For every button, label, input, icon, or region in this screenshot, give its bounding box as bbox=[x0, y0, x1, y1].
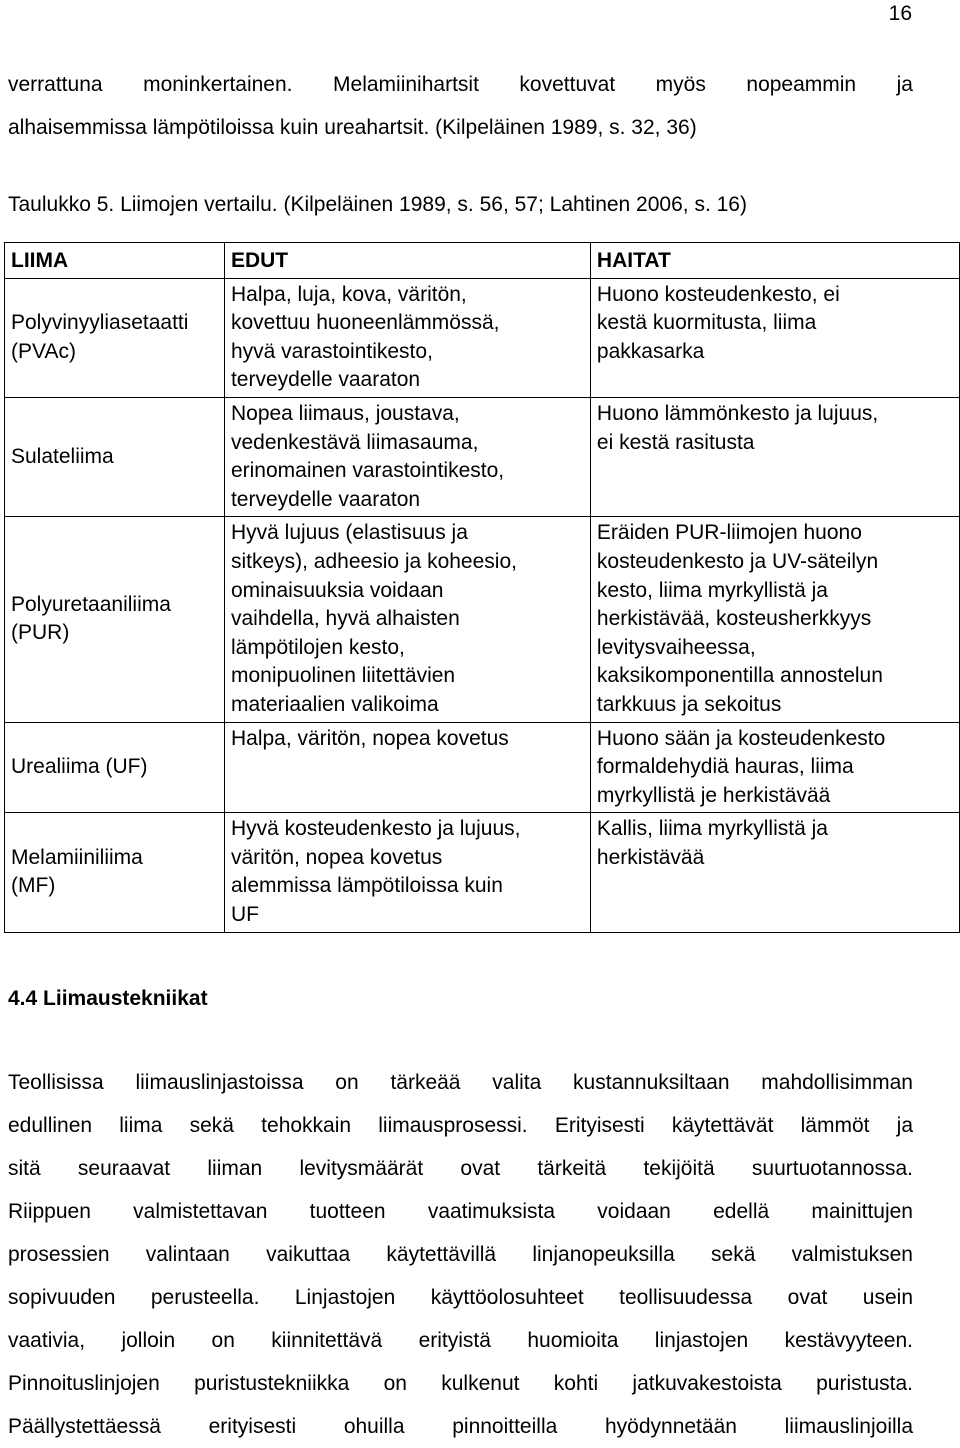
advantages-cell: Nopea liimaus, joustava, vedenkestävä liimasauma, erinomainen varastointikesto, terveydelle vaaraton bbox=[224, 397, 590, 516]
adhesive-name: Polyuretaaniliima (PUR) bbox=[5, 517, 225, 722]
table-caption: Taulukko 5. Liimojen vertailu. (Kilpeläinen 1989, s. 56, 57; Lahtinen 2006, s. 16) bbox=[8, 193, 747, 216]
advantages-cell: Halpa, luja, kova, väritön, kovettuu huoneenlämmössä, hyvä varastointikesto, terveydelle vaaraton bbox=[224, 278, 590, 397]
adhesive-name: Polyvinyyliasetaatti (PVAc) bbox=[5, 278, 225, 397]
header-adhesive: LIIMA bbox=[5, 243, 225, 279]
text-line: sitä seuraavat liiman levitysmäärät ovat tärkeitä tekijöitä suurtuotannossa. bbox=[8, 1157, 913, 1180]
adhesive-name: Urealiima (UF) bbox=[5, 722, 225, 813]
advantages-cell: Halpa, väritön, nopea kovetus bbox=[224, 722, 590, 813]
text-line: verrattuna moninkertainen. Melamiinihartsit kovettuvat myös nopeammin ja bbox=[8, 73, 913, 96]
disadvantages-cell: Kallis, liima myrkyllistä ja herkistävää bbox=[590, 813, 959, 932]
text-line: Päällystettäessä erityisesti ohuilla pinnoitteilla hyödynnetään liimauslinjoilla bbox=[8, 1415, 913, 1438]
text-line: alhaisemmissa lämpötiloissa kuin ureahartsit. (Kilpeläinen 1989, s. 32, 36) bbox=[8, 116, 697, 139]
table-row bbox=[5, 722, 960, 813]
text-line: Riippuen valmistettavan tuotteen vaatimuksista voidaan edellä mainittujen bbox=[8, 1200, 913, 1223]
header-disadvantages: HAITAT bbox=[590, 243, 959, 279]
text-line: sopivuuden perusteella. Linjastojen käyttöolosuhteet teollisuudessa ovat usein bbox=[8, 1286, 913, 1309]
adhesive-name: Sulateliima bbox=[5, 397, 225, 516]
adhesive-comparison-table bbox=[4, 242, 960, 933]
text-line: prosessien valintaan vaikuttaa käytettävillä linjanopeuksilla sekä valmistuksen bbox=[8, 1243, 913, 1266]
disadvantages-cell: Huono sään ja kosteudenkesto formaldehydiä hauras, liima myrkyllistä je herkistävää bbox=[590, 722, 959, 813]
text-line: Teollisissa liimauslinjastoissa on tärkeää valita kustannuksiltaan mahdollisimman bbox=[8, 1071, 913, 1094]
page-number: 16 bbox=[888, 2, 912, 25]
text-line: edullinen liima sekä tehokkain liimausprosessi. Erityisesti käytettävät lämmöt ja bbox=[8, 1114, 913, 1137]
disadvantages-cell: Eräiden PUR-liimojen huono kosteudenkesto ja UV-säteilyn kesto, liima myrkyllistä ja herkistävää, kosteusherkkyys levitysvaiheessa, kaksikomponentilla annostelun tarkkuus ja sekoitus bbox=[590, 517, 959, 722]
table-row bbox=[5, 813, 960, 932]
text-line: vaativia, jolloin on kiinnitettävä erityistä huomioita linjastojen kestävyyteen. bbox=[8, 1329, 913, 1352]
table-row bbox=[5, 278, 960, 397]
text-line: Pinnoituslinjojen puristustekniikka on kulkenut kohti jatkuvakestoista puristusta. bbox=[8, 1372, 913, 1395]
advantages-cell: Hyvä kosteudenkesto ja lujuus, väritön, nopea kovetus alemmissa lämpötiloissa kuin UF bbox=[224, 813, 590, 932]
disadvantages-cell: Huono lämmönkesto ja lujuus, ei kestä rasitusta bbox=[590, 397, 959, 516]
adhesive-name: Melamiiniliima (MF) bbox=[5, 813, 225, 932]
table-header-row bbox=[5, 243, 960, 279]
header-advantages: EDUT bbox=[224, 243, 590, 279]
body-paragraph bbox=[8, 1061, 913, 1448]
intro-paragraph bbox=[8, 63, 913, 149]
section-heading: 4.4 Liimaustekniikat bbox=[8, 987, 208, 1010]
disadvantages-cell: Huono kosteudenkesto, ei kestä kuormitusta, liima pakkasarka bbox=[590, 278, 959, 397]
advantages-cell: Hyvä lujuus (elastisuus ja sitkeys), adheesio ja koheesio, ominaisuuksia voidaan vaihdella, hyvä alhaisten lämpötilojen kesto, monipuolinen liitettävien materiaalien valikoima bbox=[224, 517, 590, 722]
table-row bbox=[5, 517, 960, 722]
table-row bbox=[5, 397, 960, 516]
